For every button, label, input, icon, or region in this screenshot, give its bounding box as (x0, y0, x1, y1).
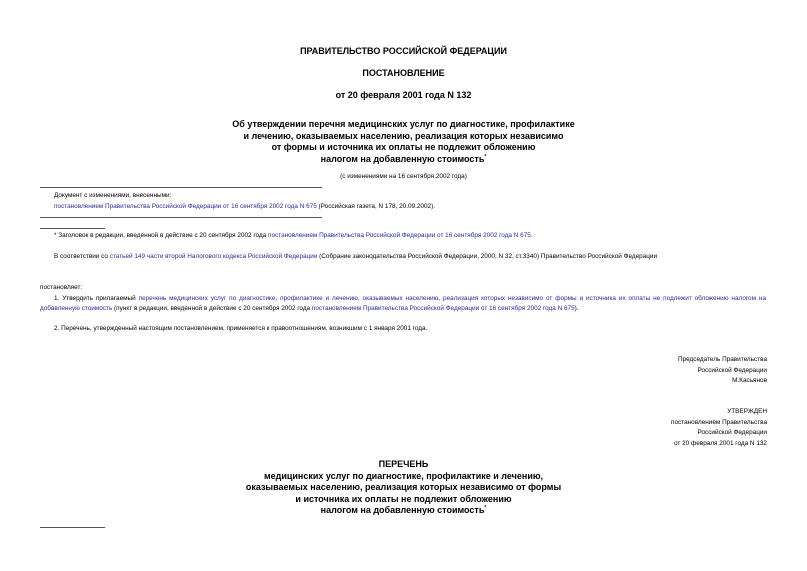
signature-country: Российской Федерации (697, 366, 767, 374)
list-title-line: медицинских услуг по диагностике, профилактике и лечению, (263, 470, 544, 481)
item-1 (40, 294, 766, 314)
resolves-word: постановляет: (40, 284, 83, 291)
footnote-mark: * (484, 153, 487, 160)
divider (40, 217, 322, 218)
signature-block (678, 355, 767, 387)
services-list-link[interactable]: перечень медицинских услуг по диагностике, профилактике и лечению, оказываемых населению, реализация которых независимо от формы и источника их оплаты не подлежит обложению налогом на добавленную стоимость (40, 295, 766, 312)
item-2: 2. Перечень, утвержденный настоящим постановлением, применяется к правоотношениям, возникшим с 1 января 2001 года. (54, 325, 428, 332)
approval-line: постановлением Правительства (671, 418, 767, 426)
preamble-source: (Собрание законодательства Российской Федерации, 2000, N 32, ст.3340) Правительство Российской Федерации (317, 253, 658, 260)
footnote-text: * Заголовок в редакции, введенной в действие с 20 сентября 2002 года (54, 232, 269, 239)
changes-source: (Российская газета, N 178, 20.09.2002). (316, 203, 435, 210)
list-title-text: налогом на добавленную стоимость (320, 505, 485, 515)
footnote-divider (40, 527, 105, 528)
title-line: Об утверждении перечня медицинских услуг по диагностике, профилактике (232, 119, 575, 129)
item-1-text: 1. Утвердить прилагаемый (54, 295, 139, 302)
divider (40, 187, 322, 188)
signature-position: Председатель Правительства (678, 356, 767, 363)
title-line-text: налогом на добавленную стоимость (320, 153, 485, 164)
document-title (0, 119, 807, 165)
list-heading: ПЕРЕЧЕНЬ (378, 459, 429, 469)
title-footnote (54, 232, 533, 239)
list-title-line (0, 505, 807, 517)
signature-name: М.Касьянов (732, 377, 767, 384)
title-line: и лечению, оказываемых населению, реализация которых независимо (243, 130, 564, 141)
title-line (0, 154, 807, 166)
document-date-number: от 20 февраля 2001 года N 132 (335, 90, 472, 100)
changes-line (54, 203, 435, 210)
preamble-text: В соответствии со (54, 253, 110, 260)
title-line: от формы и источника их оплаты не подлежит обложению (271, 142, 536, 152)
footnote-mark: * (484, 505, 487, 511)
list-title-line: оказываемых населению, реализация которых независимо от формы (245, 482, 562, 492)
amendment-link[interactable]: постановлением Правительства Российской Федерации от 16 сентября 2002 года N 675 (54, 203, 317, 210)
amendment-link[interactable]: постановлением Правительства Российской Федерации от 16 сентября 2002 года N 675 (311, 305, 575, 312)
preamble (54, 253, 657, 260)
approval-line: Российской Федерации (697, 429, 767, 436)
approval-line: от 20 февраля 2001 года N 132 (674, 439, 767, 447)
revision-note: (с изменениями на 16 сентября 2002 года) (340, 173, 467, 180)
footnote-end: . (530, 232, 533, 239)
tax-code-link[interactable]: статьей 149 части второй Налогового кодекса Российской Федерации (109, 253, 318, 260)
approval-stamp: УТВЕРЖДЕН (727, 408, 767, 415)
government-heading: ПРАВИТЕЛЬСТВО РОССИЙСКОЙ ФЕДЕРАЦИИ (300, 46, 507, 56)
footnote-divider (40, 228, 105, 229)
footnote-link[interactable]: постановлением Правительства Российской Федерации от 16 сентября 2002 года N 675 (268, 232, 531, 239)
list-title (0, 459, 807, 517)
approval-block (671, 407, 767, 449)
list-title-line: и источника их оплаты не подлежит обложению (295, 493, 512, 504)
item-1-end: ). (574, 305, 579, 312)
document-type: ПОСТАНОВЛЕНИЕ (362, 68, 445, 78)
changes-heading: Документ с изменениями, внесенными: (54, 192, 172, 199)
item-1-note: (пункт в редакции, введенной в действие с 20 сентября 2002 года (112, 305, 312, 312)
